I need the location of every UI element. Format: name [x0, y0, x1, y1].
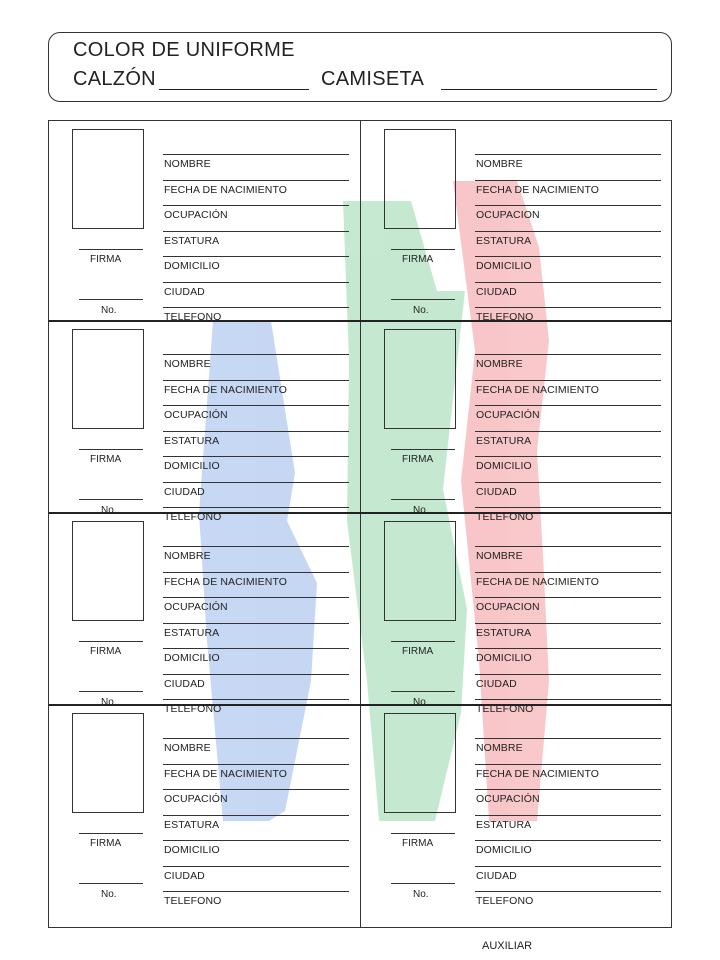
field-line[interactable] [475, 674, 661, 700]
number-line[interactable] [79, 299, 143, 300]
shirt-label: CAMISETA [321, 68, 425, 90]
field-label: CIUDAD [164, 285, 205, 298]
card-fields [475, 354, 661, 533]
field-line[interactable] [475, 282, 661, 308]
field-line[interactable] [475, 891, 661, 917]
player-card [361, 513, 672, 715]
player-cards-grid [48, 120, 672, 928]
shorts-label: CALZÓN [73, 68, 156, 90]
field-label: NOMBRE [164, 158, 211, 170]
field-line[interactable] [475, 380, 661, 406]
field-line[interactable] [475, 764, 661, 790]
field-line[interactable] [163, 597, 349, 623]
field-label: FECHA DE NACIMIENTO [164, 575, 288, 588]
number-line[interactable] [79, 883, 143, 884]
field-line[interactable] [163, 738, 349, 764]
signature-label: FIRMA [402, 454, 434, 465]
field-label: ESTATURA [164, 626, 220, 639]
number-line[interactable] [391, 691, 455, 692]
number-line[interactable] [79, 691, 143, 692]
field-label: CIUDAD [476, 869, 517, 882]
photo-box[interactable] [72, 521, 144, 621]
field-line[interactable] [163, 572, 349, 598]
field-line[interactable] [475, 546, 661, 572]
field-line[interactable] [475, 840, 661, 866]
card-fields [163, 738, 349, 917]
field-line[interactable] [475, 866, 661, 892]
field-line[interactable] [475, 205, 661, 231]
signature-line[interactable] [79, 641, 143, 642]
field-line[interactable] [163, 840, 349, 866]
signature-line[interactable] [391, 249, 455, 250]
field-label: NOMBRE [164, 550, 211, 562]
field-line[interactable] [475, 623, 661, 649]
field-label: NOMBRE [476, 358, 523, 370]
card-fields [475, 738, 661, 917]
number-label: No. [101, 697, 117, 708]
number-label: No. [413, 305, 429, 316]
field-line[interactable] [475, 231, 661, 257]
field-label: OCUPACION [476, 601, 540, 613]
photo-box[interactable] [384, 329, 456, 429]
field-label: ESTATURA [164, 234, 220, 247]
field-label: FECHA DE NACIMIENTO [164, 767, 288, 780]
signature-line[interactable] [391, 449, 455, 450]
field-label: DOMICILIO [476, 260, 532, 272]
card-fields [475, 546, 661, 725]
field-label: OCUPACIÓN [476, 409, 540, 421]
signature-label: FIRMA [90, 646, 122, 657]
field-label: DOMICILIO [476, 844, 532, 856]
photo-box[interactable] [384, 713, 456, 813]
card-fields [163, 154, 349, 333]
card-fields [163, 354, 349, 533]
field-line[interactable] [163, 764, 349, 790]
field-line[interactable] [163, 456, 349, 482]
field-line[interactable] [163, 282, 349, 308]
card-fields [475, 154, 661, 333]
player-card [49, 513, 361, 715]
field-label: ESTATURA [164, 434, 220, 447]
field-line[interactable] [475, 738, 661, 764]
signature-line[interactable] [391, 641, 455, 642]
field-line[interactable] [163, 180, 349, 206]
field-line[interactable] [163, 891, 349, 917]
field-label: NOMBRE [476, 550, 523, 562]
field-line[interactable] [475, 431, 661, 457]
field-line[interactable] [163, 405, 349, 431]
field-label: CIUDAD [164, 677, 205, 690]
number-line[interactable] [391, 499, 455, 500]
player-card [49, 121, 361, 323]
field-label: TELEFONO [476, 511, 534, 523]
field-line[interactable] [163, 482, 349, 508]
field-label: ESTATURA [476, 818, 532, 831]
photo-box[interactable] [72, 713, 144, 813]
field-label: NOMBRE [164, 358, 211, 370]
field-line[interactable] [163, 231, 349, 257]
footer-label: AUXILIAR [482, 940, 533, 952]
player-card [49, 705, 361, 907]
field-label: FECHA DE NACIMIENTO [476, 767, 600, 780]
signature-line[interactable] [391, 833, 455, 834]
field-line[interactable] [475, 597, 661, 623]
field-label: ESTATURA [476, 234, 532, 247]
player-card [361, 705, 672, 907]
field-line[interactable] [163, 648, 349, 674]
field-label: DOMICILIO [164, 260, 220, 272]
field-label: DOMICILIO [164, 652, 220, 664]
signature-label: FIRMA [402, 646, 434, 657]
field-label: TELEFONO [164, 703, 222, 715]
field-line[interactable] [163, 380, 349, 406]
number-label: No. [413, 889, 429, 900]
field-label: FECHA DE NACIMIENTO [476, 575, 600, 588]
signature-label: FIRMA [90, 454, 122, 465]
number-line[interactable] [79, 499, 143, 500]
shirt-field[interactable] [441, 89, 657, 90]
field-line[interactable] [163, 815, 349, 841]
field-label: FECHA DE NACIMIENTO [476, 383, 600, 396]
field-label: OCUPACION [476, 209, 540, 221]
field-label: CIUDAD [476, 485, 517, 498]
field-line[interactable] [163, 789, 349, 815]
field-label: TELEFONO [476, 703, 534, 715]
field-label: OCUPACIÓN [476, 793, 540, 805]
field-label: NOMBRE [476, 158, 523, 170]
photo-box[interactable] [384, 129, 456, 229]
field-line[interactable] [475, 572, 661, 598]
card-fields [163, 546, 349, 725]
field-line[interactable] [475, 154, 661, 180]
field-line[interactable] [163, 674, 349, 700]
field-line[interactable] [163, 205, 349, 231]
number-label: No. [413, 505, 429, 516]
field-label: OCUPACIÓN [164, 601, 228, 613]
photo-box[interactable] [72, 329, 144, 429]
number-label: No. [101, 305, 117, 316]
field-label: NOMBRE [164, 742, 211, 754]
field-line[interactable] [475, 456, 661, 482]
field-line[interactable] [475, 648, 661, 674]
uniform-color-header [48, 32, 672, 102]
field-label: OCUPACIÓN [164, 793, 228, 805]
field-label: TELEFONO [164, 511, 222, 523]
field-label: ESTATURA [476, 434, 532, 447]
field-label: ESTATURA [476, 626, 532, 639]
number-label: No. [101, 505, 117, 516]
field-label: CIUDAD [164, 485, 205, 498]
signature-line[interactable] [79, 449, 143, 450]
field-label: OCUPACIÓN [164, 209, 228, 221]
photo-box[interactable] [384, 521, 456, 621]
player-card [49, 321, 361, 523]
field-label: FECHA DE NACIMIENTO [164, 383, 288, 396]
uniform-fields-row [73, 68, 156, 91]
number-line[interactable] [391, 299, 455, 300]
field-label: TELEFONO [476, 311, 534, 323]
field-line[interactable] [475, 789, 661, 815]
field-label: FECHA DE NACIMIENTO [476, 183, 600, 196]
field-line[interactable] [163, 354, 349, 380]
number-label: No. [101, 889, 117, 900]
signature-line[interactable] [79, 833, 143, 834]
signature-label: FIRMA [402, 838, 434, 849]
number-line[interactable] [391, 883, 455, 884]
signature-label: FIRMA [90, 838, 122, 849]
player-card [361, 121, 672, 323]
field-label: TELEFONO [164, 311, 222, 323]
field-label: DOMICILIO [476, 460, 532, 472]
field-label: OCUPACIÓN [164, 409, 228, 421]
signature-label: FIRMA [402, 254, 434, 265]
field-label: FECHA DE NACIMIENTO [164, 183, 288, 196]
field-line[interactable] [163, 431, 349, 457]
field-label: ESTATURA [164, 818, 220, 831]
field-line[interactable] [163, 866, 349, 892]
field-line[interactable] [163, 154, 349, 180]
field-line[interactable] [475, 815, 661, 841]
field-line[interactable] [163, 546, 349, 572]
field-label: CIUDAD [476, 677, 517, 690]
field-label: CIUDAD [164, 869, 205, 882]
field-line[interactable] [475, 256, 661, 282]
field-label: DOMICILIO [164, 460, 220, 472]
signature-label: FIRMA [90, 254, 122, 265]
field-line[interactable] [475, 482, 661, 508]
field-line[interactable] [163, 623, 349, 649]
field-line[interactable] [475, 354, 661, 380]
field-label: CIUDAD [476, 285, 517, 298]
field-label: DOMICILIO [164, 844, 220, 856]
field-line[interactable] [475, 405, 661, 431]
number-label: No. [413, 697, 429, 708]
uniform-color-title: COLOR DE UNIFORME [73, 39, 295, 61]
field-line[interactable] [475, 180, 661, 206]
player-card [361, 321, 672, 523]
field-label: TELEFONO [164, 895, 222, 907]
photo-box[interactable] [72, 129, 144, 229]
field-label: TELEFONO [476, 895, 534, 907]
field-label: NOMBRE [476, 742, 523, 754]
field-line[interactable] [163, 256, 349, 282]
field-label: DOMICILIO [476, 652, 532, 664]
signature-line[interactable] [79, 249, 143, 250]
shorts-field[interactable] [159, 89, 309, 90]
